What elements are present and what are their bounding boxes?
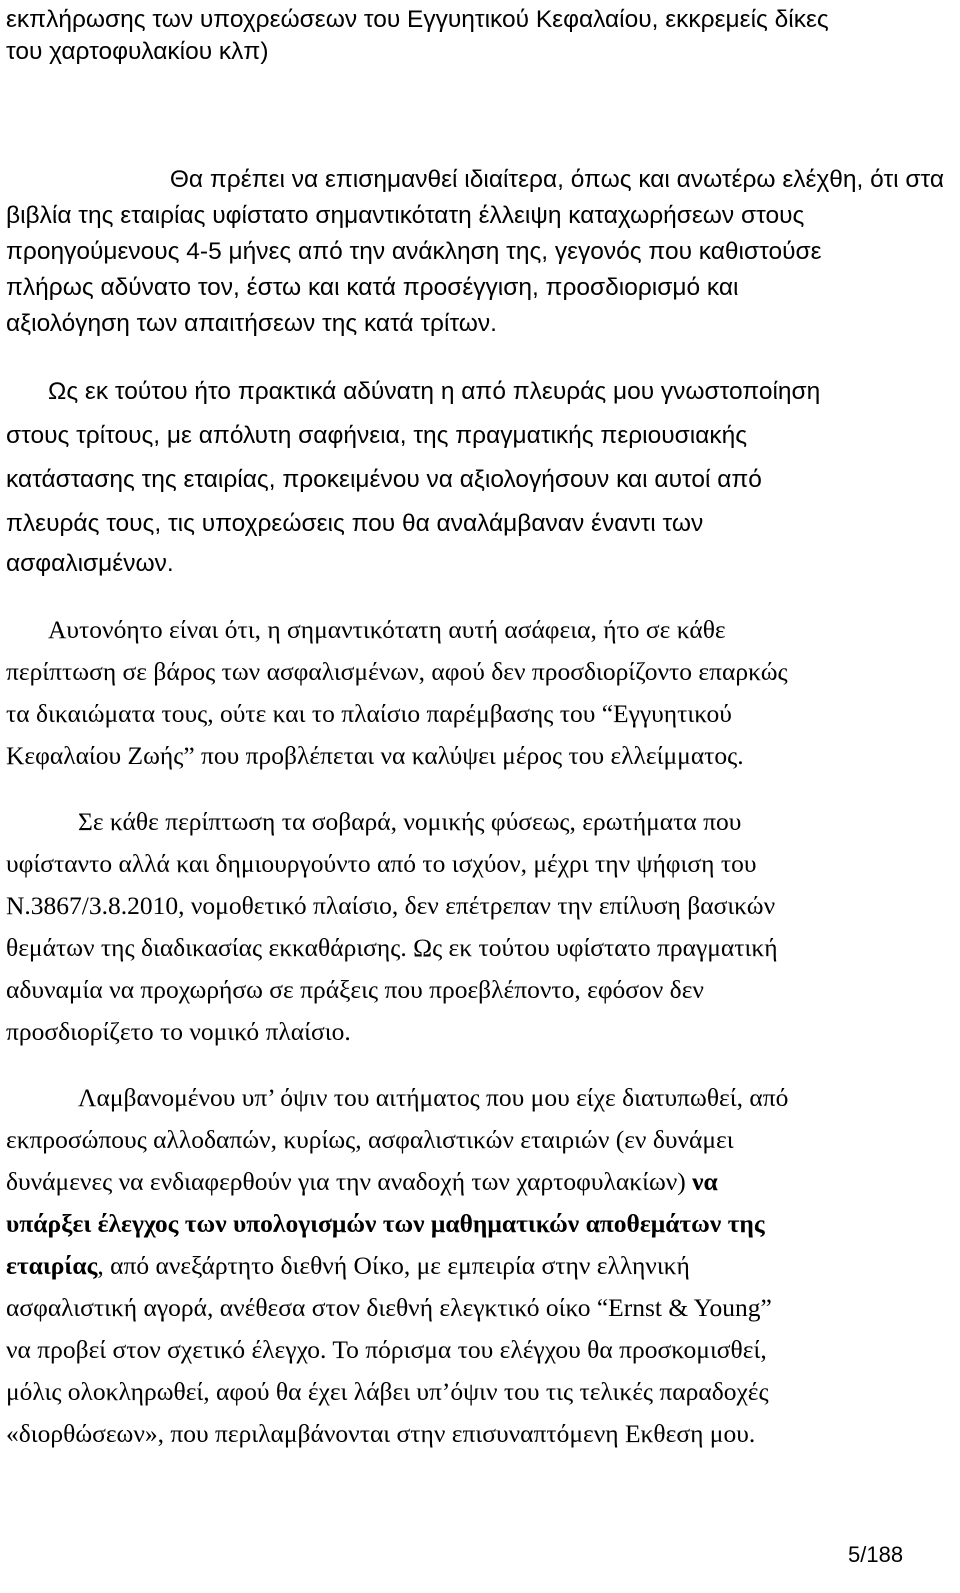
text-line-content: Κεφαλαίου Ζωής” που προβλέπεται να καλύψει μέρος του ελλείμματος. (6, 741, 744, 770)
text-line (6, 932, 944, 964)
text-line-content: Ως εκ τούτου ήτο πρακτικά αδύνατη η από πλευράς μου γνωστοποίηση (48, 378, 821, 405)
text-line (6, 548, 174, 580)
text-line (6, 236, 944, 268)
text-line (6, 508, 944, 540)
text-line-content: θεμάτων της διαδικασίας εκκαθάρισης. Ως εκ τούτου υφίστατο πραγματική (6, 933, 778, 962)
text-line-content: Σε κάθε περίπτωση τα σοβαρά, νομικής φύσεως, ερωτήματα που (78, 807, 742, 836)
text-line-content: δυνάμενες να ενδιαφερθούν για την αναδοχή των χαρτοφυλακίων) (6, 1167, 686, 1196)
bold-text: υπάρξει έλεγχος των υπολογισμών των μαθηματικών αποθεμάτων της (6, 1209, 765, 1238)
text-line (48, 614, 944, 646)
text-line (78, 806, 944, 838)
text-line-content: μόλις ολοκληρωθεί, αφού θα έχει λάβει υπ’όψιν του τις τελικές παραδοχές (6, 1377, 769, 1406)
text-line-content: Ν.3867/3.8.2010, νομοθετικό πλαίσιο, δεν επέτρεπαν την επίλυση βασικών (6, 891, 776, 920)
text-line-content: στους τρίτους, με απόλυτη σαφήνεια, της πραγματικής περιουσιακής (6, 422, 748, 449)
text-line (6, 4, 944, 36)
text-line-content: αξιολόγηση των απαιτήσεων της κατά τρίτων. (6, 310, 497, 337)
text-line (6, 974, 944, 1006)
text-line (6, 272, 944, 304)
text-line (6, 656, 944, 688)
text-line (6, 740, 744, 772)
text-line-content: προηγούμενους 4-5 μήνες από την ανάκληση της, γεγονός που καθιστούσε (6, 238, 822, 265)
text-line (6, 308, 497, 340)
text-line (6, 848, 944, 880)
text-line (6, 1250, 944, 1282)
text-line-content: υφίσταντο αλλά και δημιουργούντο από το ισχύον, μέχρι την ψήφιση του (6, 849, 757, 878)
text-line-content: εκπροσώπους αλλοδαπών, κυρίως, ασφαλιστικών εταιριών (εν δυνάμει (6, 1125, 734, 1154)
text-line-content: «διορθώσεων», που περιλαμβάνονται στην επισυναπτόμενη Εκθεση μου. (6, 1419, 756, 1448)
text-line (6, 1418, 755, 1450)
text-line-content: πλευράς τους, τις υποχρεώσεις που θα αναλάμβαναν έναντι των (6, 510, 704, 537)
text-line-content: ασφαλισμένων. (6, 550, 174, 577)
text-line-content: προσδιορίζετο το νομικό πλαίσιο. (6, 1017, 351, 1046)
text-line (6, 200, 944, 232)
text-line (78, 1082, 944, 1114)
text-line (6, 1124, 944, 1156)
text-line-content: Θα πρέπει να επισημανθεί ιδιαίτερα, όπως και ανωτέρω ελέχθη, ότι στα (169, 166, 944, 193)
bold-text: να (692, 1167, 718, 1196)
text-line (6, 890, 944, 922)
text-line-content: τα δικαιώματα τους, ούτε και το πλαίσιο παρέμβασης του “Εγγυητικού (6, 699, 732, 728)
text-line (48, 164, 944, 196)
text-line-content: Αυτονόητο είναι ότι, η σημαντικότατη αυτή ασάφεια, ήτο σε κάθε (48, 615, 726, 644)
text-line-content: , από ανεξάρτητο διεθνή Οίκο, με εμπειρία στην ελληνική (97, 1251, 690, 1280)
bold-text: εταιρίας (6, 1251, 98, 1280)
text-line (48, 376, 944, 408)
text-line (6, 464, 944, 496)
text-line-content: πλήρως αδύνατο τον, έστω και κατά προσέγγιση, προσδιορισμό και (6, 274, 739, 301)
text-line-content: να προβεί στον σχετικό έλεγχο. Το πόρισμα του ελέγχου θα προσκομισθεί, (6, 1335, 767, 1364)
page-number: 5/188 (848, 1542, 904, 1567)
text-line-content: εκπλήρωσης των υποχρεώσεων του Εγγυητικού Κεφαλαίου, εκκρεμείς δίκες (6, 6, 829, 33)
text-line (6, 1376, 944, 1408)
text-line-content: βιβλία της εταιρίας υφίστατο σημαντικότατη έλλειψη καταχωρήσεων στους (6, 202, 805, 229)
text-line-content: περίπτωση σε βάρος των ασφαλισμένων, αφού δεν προσδιορίζοντο επαρκώς (6, 657, 788, 686)
text-line (6, 1334, 944, 1366)
text-line (6, 36, 269, 68)
text-line (6, 1016, 351, 1048)
text-line-content: του χαρτοφυλακίου κλπ) (6, 38, 269, 65)
text-line (6, 1208, 944, 1240)
text-line-content: κατάστασης της εταιρίας, προκειμένου να αξιολογήσουν και αυτοί από (6, 466, 762, 493)
text-line (6, 1166, 944, 1198)
text-line (6, 420, 944, 452)
text-line (6, 698, 944, 730)
text-line-content: ασφαλιστική αγορά, ανέθεσα στον διεθνή ελεγκτικό οίκο “Ernst & Young” (6, 1293, 772, 1322)
text-line-content: αδυναμία να προχωρήσω σε πράξεις που προεβλέποντο, εφόσον δεν (6, 975, 704, 1004)
text-line-content: Λαμβανομένου υπ’ όψιν του αιτήματος που μου είχε διατυπωθεί, από (78, 1083, 789, 1112)
text-line (6, 1292, 944, 1324)
